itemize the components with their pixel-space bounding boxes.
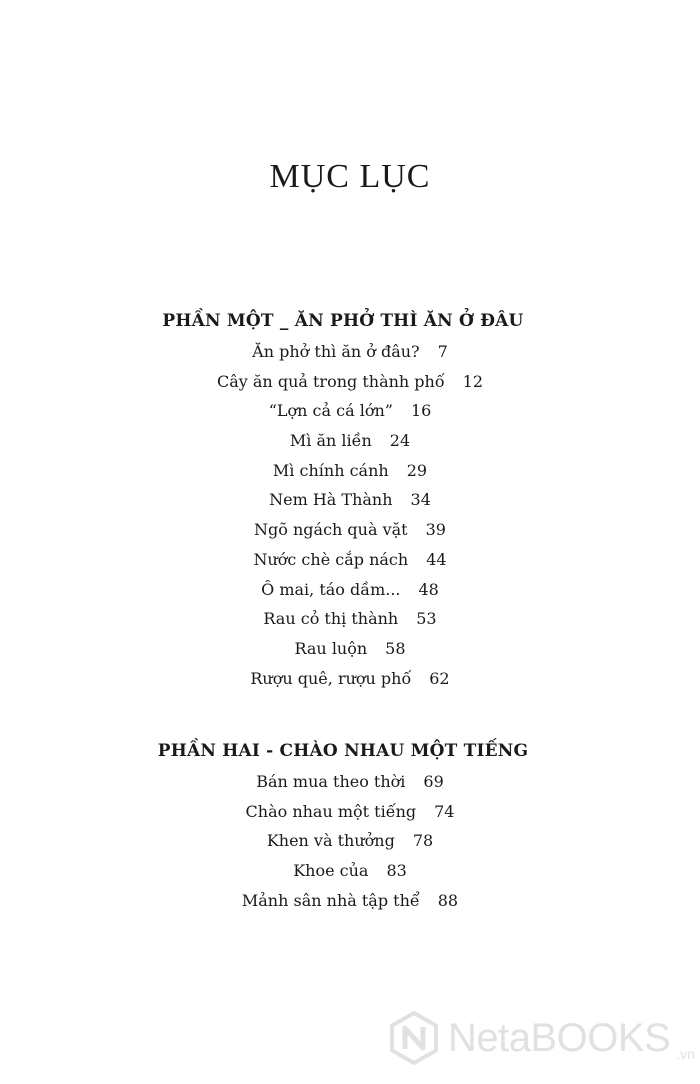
watermark — [386, 1010, 695, 1066]
toc-entry-title: Chào nhau một tiếng — [245, 801, 417, 821]
toc-entry[interactable] — [0, 767, 700, 797]
toc-entry-title: Mì ăn liền — [289, 431, 372, 451]
toc-entry[interactable] — [0, 826, 700, 856]
toc-entry[interactable] — [0, 575, 700, 605]
toc-entry[interactable] — [0, 426, 700, 456]
toc-entry-page: 88 — [437, 890, 459, 910]
toc-entry-page: 39 — [425, 520, 446, 540]
toc-entry-page: 48 — [418, 579, 439, 599]
watermark-suffix: .vn — [676, 1046, 695, 1062]
toc-entry-page: 29 — [406, 460, 428, 480]
toc-entry-title: Rượu quê, rượu phố — [250, 668, 412, 688]
toc-entry[interactable] — [0, 456, 700, 486]
toc-entry[interactable] — [0, 604, 700, 634]
toc-entry-page: 58 — [385, 638, 406, 658]
toc-entry[interactable] — [0, 634, 700, 664]
toc-entry[interactable] — [0, 886, 700, 916]
toc-entry-page: 69 — [423, 772, 444, 791]
page-title: MỤC LỤC — [269, 158, 431, 195]
toc-entry-page: 24 — [389, 431, 411, 451]
toc-entry[interactable] — [0, 485, 700, 515]
toc-entry-title: Rau cỏ thị thành — [263, 609, 399, 629]
toc-entry[interactable] — [0, 545, 700, 575]
toc-entry[interactable] — [0, 856, 700, 886]
toc-entry-title: Mì chính cánh — [272, 460, 389, 480]
toc-list-part-one — [0, 337, 700, 693]
toc-entry-title: Cây ăn quả trong thành phố — [216, 371, 445, 391]
toc-entry-title: Rau luộn — [294, 638, 368, 658]
toc-entry-title: Khen và thưởng — [266, 831, 395, 851]
toc-entry-page: 53 — [416, 609, 437, 629]
section-heading-part-two: PHẦN HAI - CHÀO NHAU MỘT TIẾNG — [157, 741, 529, 761]
toc-entry-title: “Lợn cả cá lớn” — [268, 401, 393, 421]
toc-entry-title: Ô mai, táo dầm... — [261, 579, 401, 599]
watermark-text: NetaBOOKS — [448, 1016, 671, 1060]
toc-entry-page: 62 — [429, 668, 450, 688]
toc-entry-page: 44 — [426, 549, 447, 569]
toc-entry-title: Mảnh sân nhà tập thể — [241, 890, 420, 910]
toc-list-part-two — [0, 767, 700, 915]
toc-entry-title: Bán mua theo thời — [256, 772, 406, 791]
toc-entry-page: 12 — [462, 371, 483, 391]
toc-entry[interactable] — [0, 367, 700, 397]
toc-entry-title: Khoe của — [293, 861, 369, 881]
toc-entry-page: 83 — [386, 861, 407, 881]
toc-entry-page: 78 — [412, 831, 434, 851]
toc-entry-title: Nem Hà Thành — [269, 490, 393, 510]
toc-entry[interactable] — [0, 664, 700, 694]
toc-entry[interactable] — [0, 515, 700, 545]
section-heading-part-one: PHẦN MỘT _ ĂN PHỞ THÌ ĂN Ở ĐÂU — [162, 311, 524, 331]
toc-entry-page: 7 — [437, 342, 448, 361]
toc-entry-page: 74 — [434, 801, 455, 821]
toc-entry[interactable] — [0, 797, 700, 827]
toc-entry-page: 34 — [410, 490, 431, 510]
toc-entry-title: Ngõ ngách quà vặt — [254, 520, 408, 540]
netabooks-logo-icon — [386, 1010, 442, 1066]
toc-entry-title: Nước chè cắp nách — [253, 549, 409, 569]
toc-entry-title: Ăn phở thì ăn ở đâu? — [252, 342, 420, 361]
toc-entry[interactable] — [0, 396, 700, 426]
toc-entry-page: 16 — [410, 401, 432, 421]
toc-entry[interactable] — [0, 337, 700, 367]
